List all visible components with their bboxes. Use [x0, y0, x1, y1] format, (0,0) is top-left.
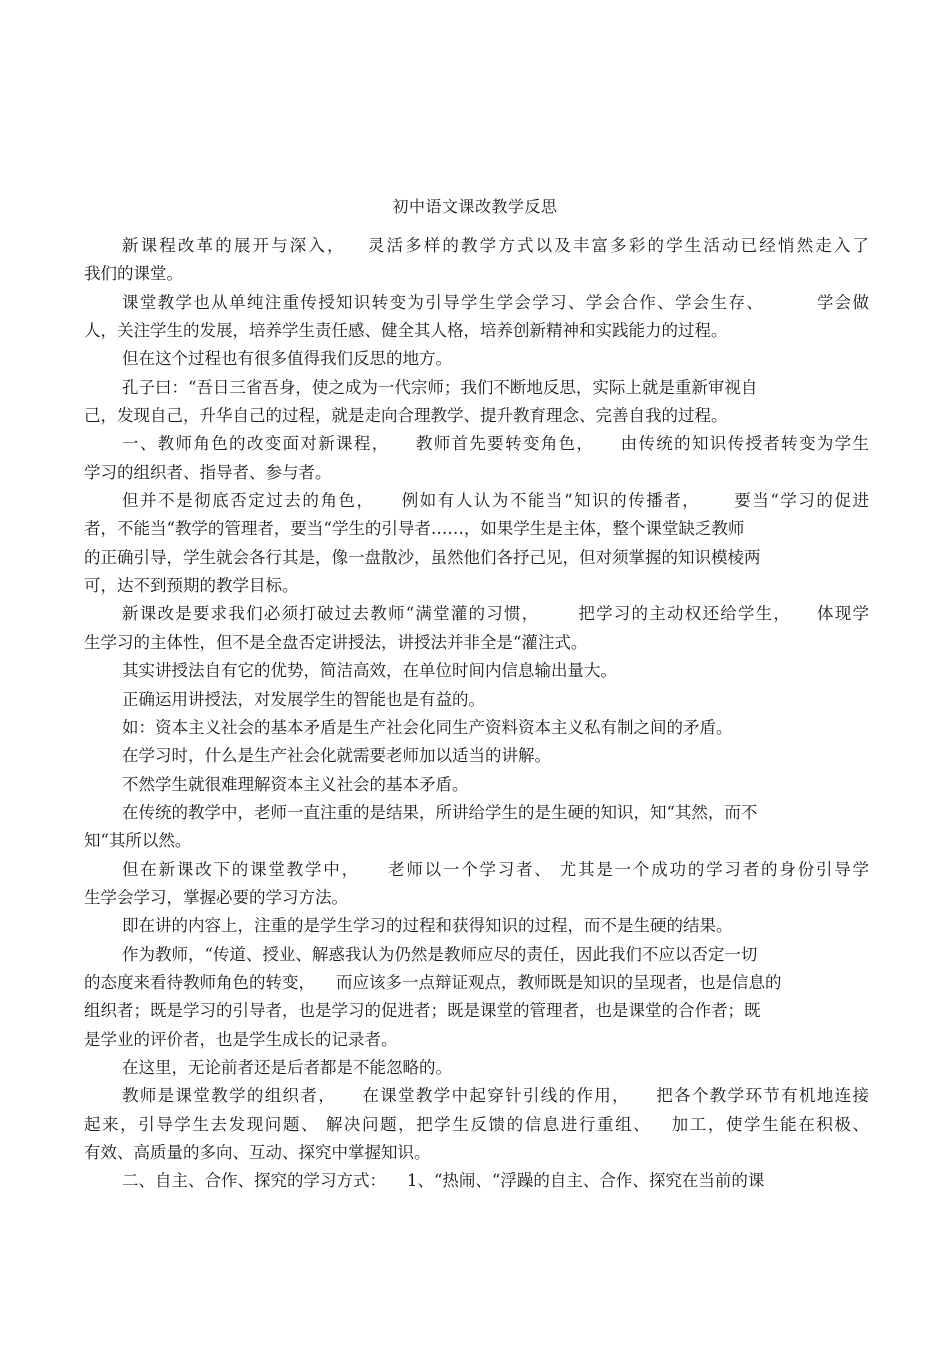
text-line: 在传统的教学中，老师一直注重的是结果，所讲给学生的是生硬的知识，知“其然，而不: [122, 802, 758, 822]
text-line: 者，不能当“教学的管理者，要当“学生的引导者……，如果学生是主体，整个课堂缺乏教师: [84, 519, 745, 539]
text-line: 知“其所以然。: [84, 831, 192, 851]
text-line: 孔子曰：“吾日三省吾身，使之成为一代宗师；我们不断地反思，实际上就是重新审视自: [122, 377, 758, 397]
document-title: 初中语文课改教学反思: [392, 197, 558, 216]
text-line: 即在讲的内容上，注重的是学生学习的过程和获得知识的过程，而不是生硬的结果。: [122, 916, 733, 936]
text-line: 教师是课堂教学的组织者， 在课堂教学中起穿针引线的作用， 把各个教学环节有机地连接: [122, 1086, 869, 1106]
text-line: 我们的课堂。: [84, 264, 183, 284]
text-line: 人，关注学生的发展，培养学生责任感、健全其人格，培养创新精神和实践能力的过程。: [84, 321, 728, 341]
text-line: 但在这个过程也有很多值得我们反思的地方。: [122, 349, 452, 369]
text-line: 组织者；既是学习的引导者，也是学习的促进者；既是课堂的管理者，也是课堂的合作者；既: [84, 1001, 761, 1021]
text-line: 起来，引导学生去发现问题、 解决问题，把学生反馈的信息进行重组、 加工，使学生能在积极、: [84, 1114, 869, 1134]
text-line: 不然学生就很难理解资本主义社会的基本矛盾。: [122, 774, 469, 794]
text-line: 己，发现自己，升华自己的过程，就是走向合理教学、提升教育理念、完善自我的过程。: [84, 406, 728, 426]
text-line: 生学习的主体性，但不是全盘否定讲授法，讲授法并非全是“灌注式。: [84, 632, 588, 652]
text-line: 但并不是彻底否定过去的角色， 例如有人认为不能当“知识的传播者， 要当“学习的促进: [122, 491, 869, 511]
text-line: 其实讲授法自有它的优势，简洁高效，在单位时间内信息输出量大。: [122, 661, 617, 681]
text-line: 正确运用讲授法，对发展学生的智能也是有益的。: [122, 689, 485, 709]
text-line: 作为教师，“传道、授业、解惑我认为仍然是教师应尽的责任，因此我们不应以否定一切: [122, 944, 758, 964]
text-line: 一、教师角色的改变面对新课程， 教师首先要转变角色， 由传统的知识传授者转变为学生: [122, 434, 869, 454]
text-line: 的正确引导，学生就会各行其是，像一盘散沙，虽然他们各抒己见，但对须掌握的知识模棱两: [84, 547, 761, 567]
document-body: [84, 232, 869, 1196]
text-line: 新课程改革的展开与深入， 灵活多样的教学方式以及丰富多彩的学生活动已经悄然走入了: [122, 236, 869, 255]
text-line: 新课改是要求我们必须打破过去教师“满堂灌的习惯， 把学习的主动权还给学生， 体现学: [122, 604, 869, 624]
text-line: 二、自主、合作、探究的学习方式： 1、“热闹、“浮躁的自主、合作、探究在当前的课: [122, 1171, 765, 1191]
text-line: 在这里，无论前者还是后者都是不能忽略的。: [122, 1057, 452, 1077]
text-line: 但在新课改下的课堂教学中， 老师以一个学习者、 尤其是一个成功的学习者的身份引导学: [122, 859, 869, 879]
text-line: 有效、高质量的多向、互动、探究中掌握知识。: [84, 1143, 431, 1162]
text-line: 可，达不到预期的教学目标。: [84, 576, 299, 596]
text-line: 的态度来看待教师角色的转变， 而应该多一点辩证观点，教师既是知识的呈现者，也是信息的: [84, 972, 782, 992]
text-line: 学习的组织者、指导者、参与者。: [84, 462, 332, 482]
text-line: 在学习时，什么是生产社会化就需要老师加以适当的讲解。: [122, 746, 551, 766]
text-line: 如：资本主义社会的基本矛盾是生产社会化同生产资料资本主义私有制之间的矛盾。: [122, 717, 733, 737]
text-line: 生学会学习，掌握必要的学习方法。: [84, 887, 348, 907]
text-line: 是学业的评价者，也是学生成长的记录者。: [84, 1029, 398, 1049]
text-line: 课堂教学也从单纯注重传授知识转变为引导学生学会学习、学会合作、学会生存、 学会做: [122, 292, 869, 312]
